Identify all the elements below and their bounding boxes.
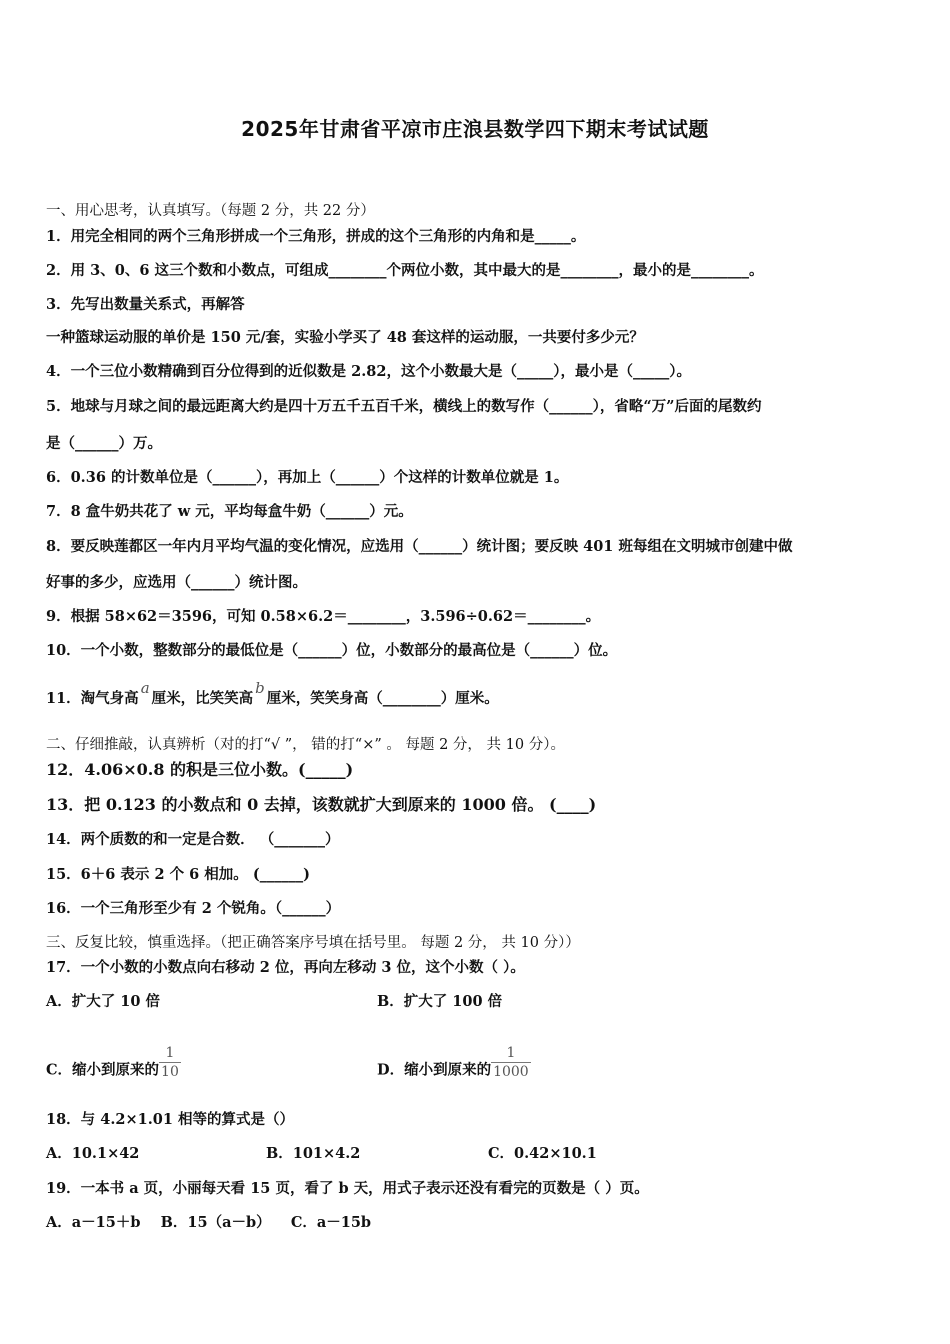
fraction-numerator: 1: [159, 1044, 181, 1063]
question-16: 16．一个三角形至少有 2 个锐角。（______）: [46, 900, 341, 917]
question-18-option-c: C．0.42×10.1: [488, 1145, 597, 1162]
question-8-line-2: 好事的多少，应选用（______）统计图。: [46, 574, 307, 591]
question-11-part-1: 11．淘气身高: [46, 690, 139, 707]
question-17-option-c: [46, 1045, 181, 1089]
question-5-line-2: 是（______）万。: [46, 435, 162, 452]
question-17-option-d-text: D．缩小到原来的: [377, 1061, 492, 1079]
question-4: 4．一个三位小数精确到百分位得到的近似数是 2.82，这个小数最大是（_____），最小是（_____）。: [46, 363, 691, 380]
question-1: 1．用完全相同的两个三角形拼成一个三角形，拼成的这个三角形的内角和是_____。: [46, 228, 586, 245]
question-18-option-b: B．101×4.2: [266, 1145, 361, 1162]
fraction-denominator: 10: [161, 1064, 179, 1080]
question-17-option-d: [377, 1045, 531, 1089]
question-11: [46, 679, 499, 709]
question-17-option-a: A．扩大了 10 倍: [46, 993, 161, 1010]
section-1-heading: 一、用心思考，认真填写。（每题 2 分，共 22 分）: [46, 203, 375, 219]
section-2-heading: 二、仔细推敲，认真辨析（对的打“√ ”， 错的打“×” 。 每题 2 分， 共 10 分）。: [46, 737, 565, 753]
fraction-one-tenth: [159, 1044, 181, 1081]
question-2: 2．用 3、0、6 这三个数和小数点，可组成________个两位小数，其中最大的是________，最小的是________。: [46, 262, 764, 279]
question-18-option-a: A．10.1×42: [46, 1145, 140, 1162]
question-3: 3．先写出数量关系式，再解答: [46, 296, 245, 313]
question-19: 19．一本书 a 页，小丽每天看 15 页，看了 b 天，用式子表示还没有看完的页数是（ ）页。: [46, 1180, 649, 1197]
question-13: 13．把 0.123 的小数点和 0 去掉，该数就扩大到原来的 1000 倍。 (____): [46, 795, 597, 814]
question-17-option-c-text: C．缩小到原来的: [46, 1061, 160, 1079]
question-8-line-1: 8．要反映莲都区一年内月平均气温的变化情况，应选用（______）统计图；要反映 401 班每组在文明城市创建中做: [46, 538, 793, 555]
question-17-option-b: B．扩大了 100 倍: [377, 993, 503, 1010]
fraction-numerator: 1: [491, 1044, 531, 1063]
question-9: 9．根据 58×62＝3596，可知 0.58×6.2＝________，3.596÷0.62＝________。: [46, 608, 601, 625]
question-5-line-1: 5．地球与月球之间的最远距离大约是四十万五千五百千米，横线上的数写作（______），省略“万”后面的尾数约: [46, 398, 762, 415]
exam-title: 2025年甘肃省平凉市庄浪县数学四下期末考试试题: [241, 117, 709, 141]
question-11-part-2: 厘米，比笑笑高: [151, 690, 254, 707]
question-14: 14．两个质数的和一定是合数． （_______）: [46, 831, 340, 848]
question-6: 6．0.36 的计数单位是（______），再加上（______）个这样的计数单位就是 1。: [46, 469, 569, 486]
question-15: 15．6＋6 表示 2 个 6 相加。 (______): [46, 866, 311, 883]
fraction-denominator: 1000: [493, 1064, 529, 1080]
question-3-text: 一种篮球运动服的单价是 150 元/套，实验小学买了 48 套这样的运动服，一共要付多少元？: [46, 329, 644, 346]
question-18: 18．与 4.2×1.01 相等的算式是（）: [46, 1111, 294, 1128]
question-12: 12．4.06×0.8 的积是三位小数。(_____): [46, 760, 354, 779]
section-3-heading: 三、反复比较，慎重选择。（把正确答案序号填在括号里。 每题 2 分， 共 10 分））: [46, 935, 580, 951]
question-19-options: A．a－15＋b B．15（a－b） C．a－15b: [46, 1214, 372, 1231]
variable-b: b: [255, 679, 265, 697]
question-7: 7．8 盒牛奶共花了 w 元，平均每盒牛奶（______）元。: [46, 503, 413, 520]
question-11-part-3: 厘米，笑笑身高（________）厘米。: [266, 690, 499, 707]
question-10: 10．一个小数，整数部分的最低位是（______）位，小数部分的最高位是（______）位。: [46, 642, 618, 659]
fraction-one-thousandth: [491, 1044, 531, 1081]
question-17: 17．一个小数的小数点向右移动 2 位，再向左移动 3 位，这个小数（ ）。: [46, 959, 525, 976]
variable-a: a: [140, 679, 150, 697]
